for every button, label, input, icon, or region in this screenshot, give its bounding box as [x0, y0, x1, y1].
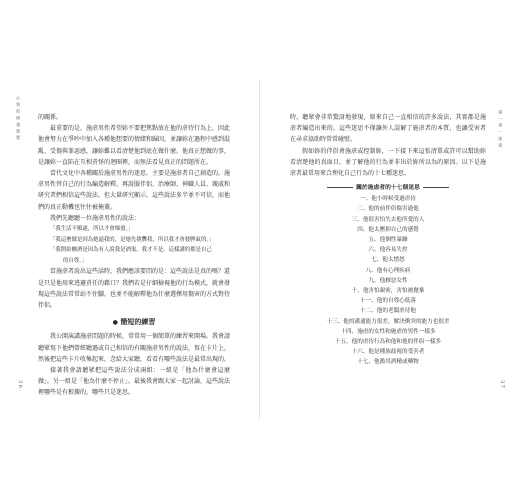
heading-rule-right — [423, 187, 449, 188]
right-text-block — [290, 112, 486, 368]
list-item: 十七、他濫用酒精或藥物 — [357, 359, 419, 366]
right-page — [260, 0, 520, 500]
left-running-head: 心 智 的 修 復 旅 程 ： — [16, 96, 22, 147]
right-running-head: 第 一 章 ｜ 迷 思 — [498, 110, 504, 148]
list-item: 二、他的前伴侶傷害過他 — [357, 206, 419, 213]
list-item: 八、他有心理疾病 — [365, 267, 411, 274]
list-item: 十二、他的老闆虐待他 — [360, 308, 416, 315]
paragraph: 最重要的是，施虐男性希望妳不要把焦點放在他的虐待行為上，因此他會努力在爭吵中加入各種他想要的情緒和歸因，並讓妳在過程中感到混亂、受傷與罪惡感，讓妳難以看清楚他到底在做什麼。他真正想做的事，是讓妳一直陷在互相責怪的迴圈裡，而無法看見真正的問題所在。 — [38, 125, 231, 166]
bullet-dot-icon: ● — [112, 319, 118, 327]
quote-block — [38, 224, 230, 266]
section-heading — [38, 316, 230, 328]
paragraph: 接著我會請聽眾把這些說法分成兩組：一組是「他為什麼會這麼做」，另一組是「他為什麼不停止」。最後我會跟大家一起討論，這些說法裡哪些是有根據的，哪些只是迷思。 — [38, 367, 231, 397]
list-item: 四、他太壓抑自己的感覺 — [357, 226, 419, 233]
right-page-number: 3 7 — [499, 380, 505, 388]
list-item: 十一、他的自尊心低落 — [360, 298, 416, 305]
paragraph: 的關係。 — [38, 114, 63, 121]
myth-list-title: 關於施虐者的十七個迷思 — [356, 185, 420, 192]
paragraph: 我公開演講施虐問題的時候，常常用一個簡單的練習來開場。我會請聽眾寫下他們曾經聽過或自己相信的有關施虐男性的說法，寫在卡片上，然後把這些卡片收集起來，念給大家聽，看看有哪些說法是最常出現的。 — [38, 333, 231, 363]
myth-list — [290, 194, 486, 367]
paragraph: 當代文化中各種關於施虐男性的迷思，主要是施虐者自己創造的。施虐男性替自己的行為編造解釋，再說服伴侶、治療師、神職人員、親戚和研究者們相信這些說法。但大量研究顯示，這些說法多半並不可信，而他們的真正動機也往往被掩蓋。 — [38, 170, 231, 211]
list-item: 六、他容易失控 — [368, 247, 408, 254]
list-item: 一、他小時候受過虐待 — [360, 196, 416, 203]
heading-rule-left — [327, 187, 353, 188]
paragraph: 當施虐者說出這些話時，我們應該要問的是：這些說法是真的嗎？還是只是他用來逃避責任的藉口？我們若是仔細檢視他的行為模式，就會發現這些說法常常站不住腳，也並不能解釋他為什麼選擇用傷害的方式對待伴侶。 — [38, 268, 231, 310]
quote-line: 「我開始酗酒是因為有人說我是酒鬼，我才不是，這樣講的都是自己 — [50, 247, 212, 254]
list-item: 七、他太憤怒 — [371, 257, 405, 264]
list-item: 十五、他的虐待行為和他和他的伴侶一樣多 — [334, 339, 442, 346]
list-item: 十四、施虐的女性和施虐的男性一樣多 — [340, 328, 436, 335]
paragraph: 我們先聽聽一位施虐男性的說法： — [50, 214, 141, 222]
list-item: 九、他厭惡女性 — [368, 277, 408, 284]
quote-line: 的自尊。」 — [63, 257, 88, 264]
section-title: 簡短的練習 — [120, 317, 156, 327]
paragraph: 時，聽眾會非常驚訝地發現，原來自己一直相信的許多說法，其實都是施虐者編造出來的。這些迷思不僅讓外人誤解了施虐者的本質，也讓受害者在尋求協助時常常碰壁。 — [290, 114, 486, 144]
list-item: 三、他很害怕失去他所愛的人 — [351, 216, 425, 223]
myth-list-heading — [290, 183, 486, 194]
paragraph: 假如妳的伴侶會施虐或控制妳，一下接下來這張清單或許可以幫助妳看清楚他的真面目，並了解他的行為並非出於妳所以為的原因。以下是施虐者最常用來合理化自己行為的十七種迷思。 — [290, 147, 486, 178]
left-text-block — [38, 112, 230, 399]
quote-line: 「我生活不順遂，所以才會爆發。」 — [50, 226, 134, 233]
quote-line: 「我這麼做是因為她逼我的，是她先挑釁我，所以我才會發脾氣的。」 — [50, 236, 215, 243]
list-item: 五、他個性暴躁 — [368, 237, 408, 244]
list-item: 十三、他的溝通能力很差，解決衝突的能力也很差 — [326, 318, 450, 325]
left-page-number: 3 6 — [17, 380, 23, 388]
list-item: 十六、他是種族歧視的受害者 — [351, 349, 425, 356]
list-item: 十、他害怕親密，害怕被拋棄 — [351, 288, 425, 295]
